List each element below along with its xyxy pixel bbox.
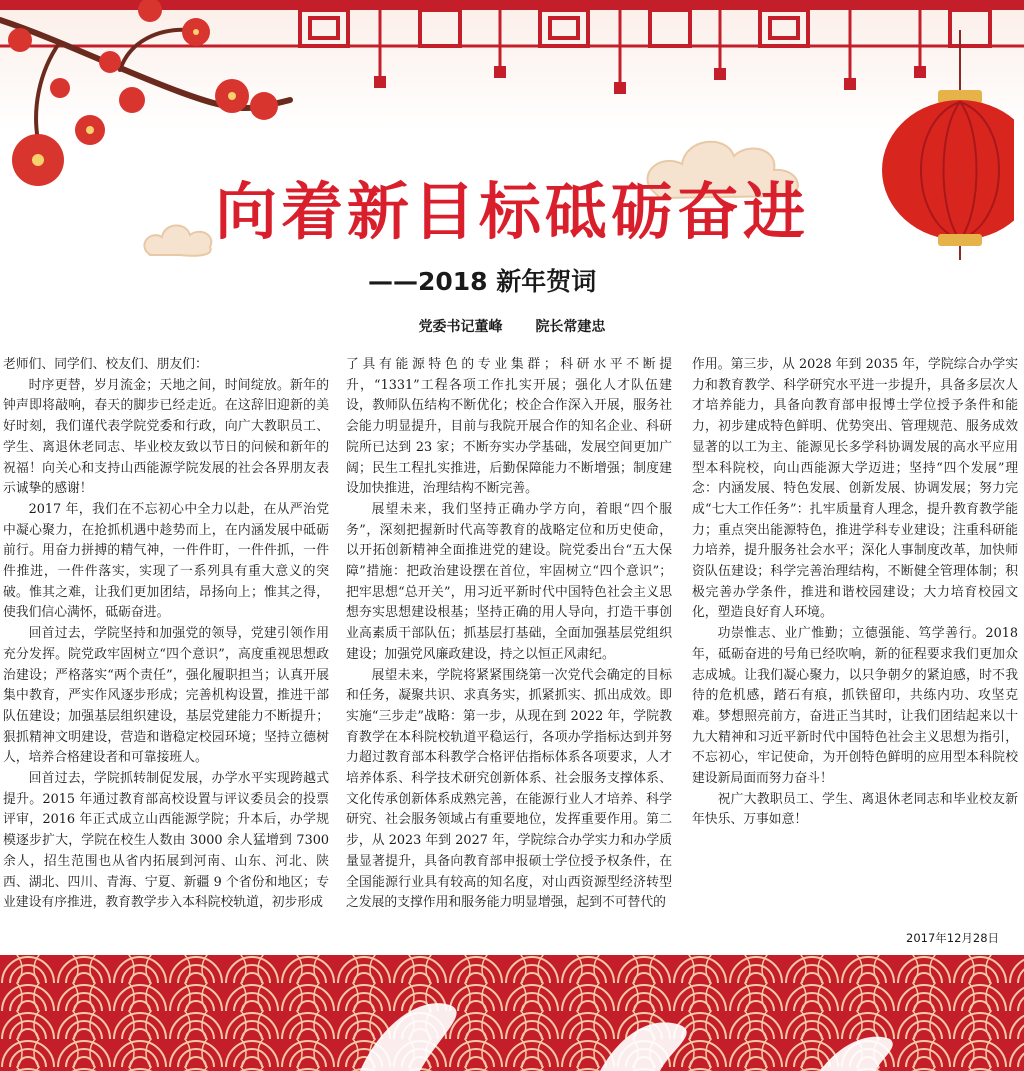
body-paragraph: 了具有能源特色的专业集群；科研水平不断提升，“1331”工程各项工作扎实开展；强化人才队伍建设，教师队伍结构不断优化；校企合作深入开展，服务社会能力明显提升，目前与我院开展合作的知名企业、科研院所已达到 23 家；不断夯实办学基础，发展空间更加广阔；民生工程扎实推进，后勤保障能力不断增强；制度建设加快推进，治理结构不断完善。 [346, 357, 672, 497]
article-date: 2017年12月28日 [906, 931, 1000, 945]
article-body [0, 355, 1024, 925]
article-subtitle: ——2018 新年贺词 [368, 267, 597, 296]
text-column-1 [3, 355, 329, 925]
author-president: 院长常建忠 [535, 319, 606, 335]
body-paragraph: 回首过去，学院坚持和加强党的领导，党建引领作用充分发挥。院党政牢固树立“四个意识”，高度重视思想政治建设；严格落实“两个责任”，强化履职担当；认真开展集中教育，严实作风逐步形成；完善机构设置，推进干部队伍建设；加强基层组织建设，基层党建能力不断提升；狠抓精神文明建设，营造和谐稳定校园环境；坚持立德树人，培养合格建设者和可靠接班人。 [3, 626, 329, 766]
body-paragraph: 2017 年，我们在不忘初心中全力以赴，在从严治党中凝心聚力，在抢抓机遇中趁势而上，在内涵发展中砥砺前行。用奋力拼搏的精气神，一件件盯，一件件抓，一件件推进，一件件落实，实现了一系列具有重大意义的突破。惟其之难，让我们更加团结，昂扬向上；惟其之得，使我们信心满怀，砥砺奋进。 [3, 501, 329, 621]
red-wave-pattern-border [0, 955, 1024, 1071]
body-paragraph: 展望未来，我们坚持正确办学方向，着眼“四个服务”，深刻把握新时代高等教育的战略定位和历史使命，以开拓创新精神全面推进党的建设。院党委出台“五大保障”措施：把政治建设摆在首位，牢固树立“四个意识”；把牢思想“总开关”，用习近平新时代中国特色社会主义思想夯实思想建设根基；坚持正确的用人导向，打造干事创业高素质干部队伍；抓基层打基础，全面加强基层党组织建设；加强党风廉政建设，持之以恒正风肃纪。 [346, 501, 672, 662]
author-line [0, 316, 1024, 336]
body-paragraph: 功崇惟志、业广惟勤；立德强能、笃学善行。2018 年，砥砺奋进的号角已经吹响，新的征程要求我们更加众志成城。让我们凝心聚力，以只争朝夕的紧迫感，时不我待的危机感，踏石有痕，抓铁留印，共练内功、攻坚克难。梦想照亮前方，奋进正当其时，让我们团结起来以十九大精神和习近平新时代中国特色社会主义思想为指引，不忘初心，牢记使命，为开创特色鲜明的应用型本科院校建设新局面而努力奋斗！ [692, 626, 1018, 787]
author-secretary: 党委书记董峰 [418, 319, 503, 335]
greeting-paragraph: 老师们、同学们、校友们、朋友们： [3, 357, 208, 372]
article-title: 向着新目标砥砺奋进 [214, 175, 809, 248]
body-paragraph: 回首过去，学院抓转制促发展，办学水平实现跨越式提升。2015 年通过教育部高校设置与评议委员会的投票评审，2016 年正式成立山西能源学院；升本后，办学规模逐步扩大，学院在校生人数由 3000 余人猛增到 7300 余人，招生范围也从省内拓展到河南、山东、河北、陕西、湖北、四川、青海、宁夏、新疆 9 个省份和地区；专业建设有序推进，教育教学步入本科院校轨道，初步形成 [3, 771, 329, 911]
body-paragraph: 时序更替，岁月流金；天地之间，时间绽放。新年的钟声即将敲响，春天的脚步已经走近。在这辞旧迎新的美好时刻，我们谨代表学院党委和行政，向广大教职员工、学生、离退休老同志、毕业校友致以节日的问候和新年的祝福！向关心和支持山西能源学院发展的社会各界朋友表示诚挚的感谢！ [3, 377, 329, 497]
body-paragraph: 展望未来，学院将紧紧围绕第一次党代会确定的目标和任务，凝聚共识、求真务实，抓紧抓实、抓出成效。即实施“三步走”战略：第一步，从现在到 2022 年，学院教育教学在本科院校轨道平稳运行，各项办学指标达到并努力超过教育部本科教学合格评估指标体系各项要求，人才培养体系、科学技术研究创新体系、社会服务支撑体系、文化传承创新体系成熟完善，在能源行业人才培养、科学研究、社会服务领域占有重要地位，发挥重要作用。第二步，从 2023 年到 2027 年，学院综合办学实力和办学质量显著提升，具备向教育部申报硕士学位授予权条件，在全国能源行业具有较高的知名度，对山西资源型经济转型之发展的支撑作用和服务能力明显增强，起到不可替代的 [346, 667, 672, 911]
body-paragraph: 作用。第三步，从 2028 年到 2035 年，学院综合办学实力和教育教学、科学研究水平进一步提升，具备多层次人才培养能力，具备向教育部申报博士学位授予条件和能力，初步建成特色鲜明、优势突出、管理规范、服务成效显著的以工为主、能源见长多学科协调发展的高水平应用型本科院校，向山西能源大学迈进；坚持“四个发展”理念：内涵发展、特色发展、创新发展、协调发展；努力完成“七大工作任务”：扎牢质量育人理念，提升教育教学能力；重点突出能源特色，推进学科专业建设；注重科研能力培养，提升服务社会水平；深化人事制度改革，加快师资队伍建设；科学完善治理结构，不断健全管理体制；积极完善办学条件，推进和谐校园建设；大力培育校园文化，塑造良好育人环境。 [692, 357, 1018, 621]
text-column-3 [692, 355, 1018, 925]
body-paragraph: 祝广大教职员工、学生、离退休老同志和毕业校友新年快乐、万事如意！ [692, 791, 1018, 828]
text-column-2 [346, 355, 672, 925]
